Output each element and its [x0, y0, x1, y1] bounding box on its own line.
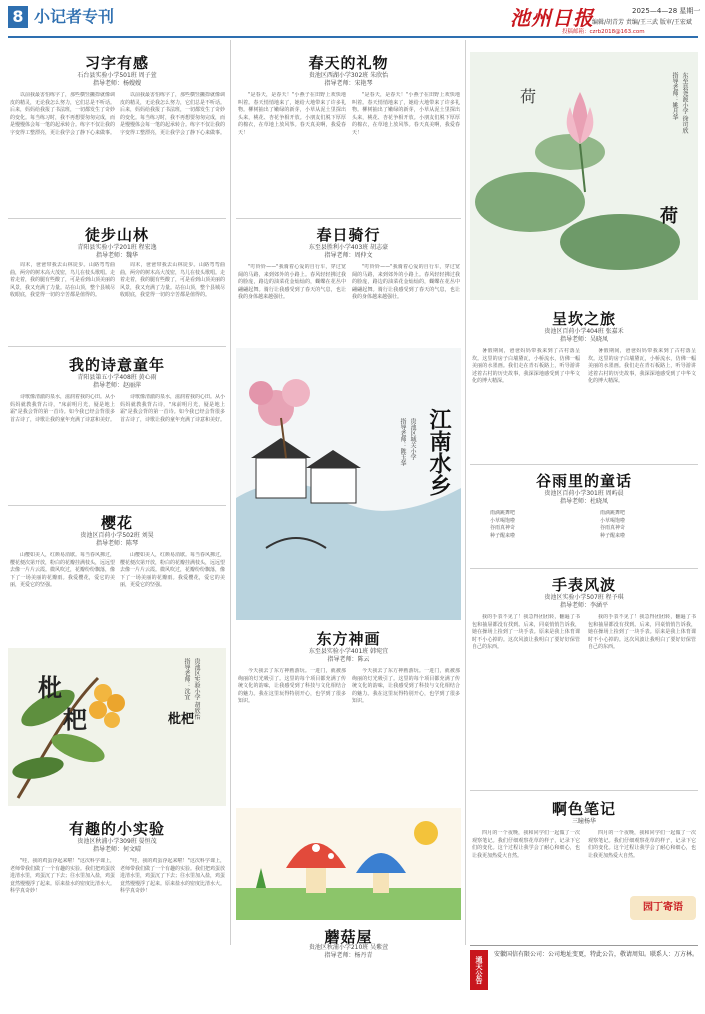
article-body: 诗歌像清澈的泉水，滋润着我的心田。从小妈妈就教我背古诗，"床前明月光，疑是地上霜"是我会背的第一首诗。如今我已经会背很多首古诗了，诗歌让我的童年充满了诗意和美好。: [10, 394, 115, 423]
column-divider: [230, 40, 231, 945]
masthead-logo: 池州日报: [510, 6, 594, 30]
article-title: 谷雨里的童话: [535, 472, 632, 490]
article-body: 以前我最害怕练字了，那些横竖撇捺就像调皮的精灵，无论我怎么努力，它们总是不听话。后来，妈妈给我报了书法班，一切都发生了奇妙的变化。每当练习时，我不再想要匆匆完成，而是慢慢体会每一笔的起承转合。练字不仅让我的字变得工整漂亮，更让我学会了静下心来做事。: [10, 92, 115, 136]
poem-body: 雨滴跳舞吧 小草喝饱啦 谷雨真神奇 种子醒来啦: [490, 510, 516, 539]
article-title: 呈坎之旅: [551, 310, 616, 328]
page-header: [0, 0, 705, 40]
column-divider: [465, 40, 466, 945]
article-teacher: 指导老师：吴晓凤: [559, 336, 608, 343]
article-body: 四月的一个夜晚，我和同学们一起做了一次观察笔记。我们仔细观察花草的样子，记录下它们的变化。这个过程让我学会了耐心和细心，也让我更加热爱大自然。: [588, 830, 696, 859]
article-title: 春日骑行: [316, 226, 381, 244]
artwork-teacher: 指导老师：沈宜: [183, 658, 190, 700]
article-body: "哇，我的鸡蛋浮起来啦！"这次科学课上，老师带我们做了一个有趣的实验。我们把鸡蛋放进清水里，鸡蛋沉了下去；往水里加入盐，鸡蛋竟然慢慢浮了起来。原来盐水的密度比清水大。科学真奇妙！: [120, 858, 225, 894]
poem-body: 雨滴跳舞吧 小草喝饱啦 谷雨真神奇 种子醒来啦: [600, 510, 626, 539]
article-divider: [236, 218, 461, 219]
article-byline: 石台县实验小学501班 周子萱: [77, 72, 157, 79]
article-teacher: 指导老师：何文晴: [92, 846, 141, 853]
footer-rule: [470, 945, 698, 946]
article-title: 我的诗意童年: [68, 356, 165, 374]
article-body: "叮铃铃——"我骑着心爱的自行车，穿过宽阔的马路，来到郊外的小路上。春风轻轻拂过我的脸庞，路边的油菜花金灿灿的，蝴蝶在花丛中翩翩起舞。骑行让我感受到了春天的气息，也让我的身体越来越强壮。: [238, 264, 346, 300]
article-byline: 青阳县第五小学408班 黄心雨: [77, 374, 157, 381]
article-title: 有趣的小实验: [68, 820, 165, 838]
article-byline: 贵池区西湖小学302班 朱欣怡: [308, 72, 389, 79]
article-teacher: 指导老师：杨丹青: [324, 952, 373, 959]
article-body: 今天我去了东方神画游玩。一进门，就被那绚丽的灯光吸引了。这里的每个项目都充满了传统文化的韵味，让我感受到了科技与文化相结合的魅力。我在这里玩得特别开心，也学到了很多知识。: [238, 668, 346, 704]
article-body: "是春天，是春天！"小燕子在田野上欢快地叫着。春天悄悄地来了，她给大地带来了许多礼物。柳树抽出了嫩绿的新芽，小草从泥土里探出头来，桃花、杏花争相开放。小朋友们脱下厚厚的棉衣，在草地上放风筝。春天真美啊，我爱春天！: [238, 92, 346, 136]
article-teacher: 指导老师：周仲文: [324, 252, 373, 259]
article-title: 手表风波: [551, 576, 616, 594]
lotus-drawing: [470, 52, 698, 300]
article-body: 暑假期间，爸爸妈妈带我来到了古村落呈坎。这里的房子白墙黛瓦，小桥流水，仿佛一幅美丽的水墨画。我们走在青石板路上，听导游讲述着古村的历史故事，我深深地感受到了中华文化的博大精深。: [472, 348, 580, 384]
notice-text: 安徽国信有限公司：公司地址变更，特此公告，敬请周知。联系人：万方林。: [494, 951, 699, 958]
article-divider: [470, 790, 698, 791]
editors-line: 编辑/胡青芳 责编/王三武 版审/王宏斌: [592, 19, 692, 26]
artwork-byline: 贵池区城关小学: [409, 418, 416, 460]
pipa-painting: [8, 648, 226, 806]
mushroom-house-painting: [236, 808, 461, 920]
article-title: 春天的礼物: [308, 54, 389, 72]
article-title: 樱花: [100, 514, 133, 532]
article-byline: 贵池区实验小学507班 程予琪: [544, 594, 624, 601]
artwork-byline: 贵池区实验小学 胡欣怡: [193, 658, 200, 720]
artwork-teacher: 指导老师：陈玉华: [399, 418, 406, 466]
article-byline: 青阳县实验小学201班 程宏逸: [77, 244, 157, 251]
contact-email: 投稿邮箱：czrb2018@163.com: [562, 29, 645, 35]
article-body: 山樱如美人，红颜易消歇。每当春风拂过，樱花便次第开放，粉白的花瓣挂满枝头，远远望去像一片片云霞。微风吹过，花瓣纷纷飘落，像下了一场美丽的花瓣雨。我爱樱花，爱它的美丽，更爱它的坚强。: [120, 552, 225, 588]
issue-date: 2025—4—28 星期一: [632, 7, 701, 15]
article-teacher: 指导老师：魏华: [95, 252, 138, 259]
article-body: 诗歌像清澈的泉水，滋润着我的心田。从小妈妈就教我背古诗，"床前明月光，疑是地上霜"是我会背的第一首诗。如今我已经会背很多首古诗了，诗歌让我的童年充满了诗意和美好。: [120, 394, 225, 423]
svg-text:杷: 杷: [63, 705, 87, 734]
article-body: 山樱如美人，红颜易消歇。每当春风拂过，樱花便次第开放，粉白的花瓣挂满枝头，远远望去像一片片云霞。微风吹过，花瓣纷纷飘落，像下了一场美丽的花瓣雨。我爱樱花，爱它的美丽，更爱它的坚强。: [10, 552, 115, 588]
article-title: 徒步山林: [84, 226, 149, 244]
svg-text:枇: 枇: [38, 673, 62, 702]
section-title: 小记者专刊: [34, 7, 115, 26]
article-body: 暑假期间，爸爸妈妈带我来到了古村落呈坎。这里的房子白墙黛瓦，小桥流水，仿佛一幅美丽的水墨画。我们走在青石板路上，听导游讲述着古村的历史故事，我深深地感受到了中华文化的博大精深。: [588, 348, 696, 384]
notice-label: 通天公告: [470, 950, 488, 990]
article-divider: [8, 218, 226, 219]
article-teacher: 指导老师：李涵平: [559, 602, 608, 609]
article-body: "哇，我的鸡蛋浮起来啦！"这次科学课上，老师带我们做了一个有趣的实验。我们把鸡蛋放进清水里，鸡蛋沉了下去；往水里加入盐，鸡蛋竟然慢慢浮了起来。原来盐水的密度比清水大。科学真奇妙！: [10, 858, 115, 894]
article-byline: 贵池区秋浦小学210班 吴紫萱: [308, 944, 389, 951]
page-number: 8: [8, 6, 28, 28]
article-byline: 贵池区秋浦小学309班 晏恒茂: [77, 838, 157, 845]
article-body: 我的手表不见了！我急得团团转，翻遍了书包和抽屉都没有找到。后来，同桌悄悄告诉我，她在操场上捡到了一块手表。原来是我上体育课时不小心掉的。这次风波让我明白了要好好保管自己的东西。: [472, 614, 580, 650]
article-divider: [470, 568, 698, 569]
article-teacher: 指导老师：宋艳琴: [324, 80, 373, 87]
article-byline: 东至县胜利小学403班 胡志豪: [308, 244, 389, 251]
artwork-title: 荷: [660, 206, 678, 227]
article-title: 东方神画: [316, 630, 381, 648]
article-body: 我的手表不见了！我急得团团转，翻遍了书包和抽屉都没有找到。后来，同桌悄悄告诉我，她在操场上捡到了一块手表。原来是我上体育课时不小心掉的。这次风波让我明白了要好好保管自己的东西。: [588, 614, 696, 650]
article-divider: [470, 464, 698, 465]
article-byline: 贵池区百荷小学301班 周屿晨: [544, 490, 624, 497]
svg-text:荷: 荷: [520, 87, 537, 106]
header-rule: [8, 36, 698, 38]
article-body: "是春天，是春天！"小燕子在田野上欢快地叫着。春天悄悄地来了，她给大地带来了许多礼物。柳树抽出了嫩绿的新芽，小草从泥土里探出头来，桃花、杏花争相开放。小朋友们脱下厚厚的棉衣，在草地上放风筝。春天真美啊，我爱春天！: [352, 92, 460, 136]
article-divider: [8, 346, 226, 347]
artwork-title: 江南水乡: [426, 408, 452, 496]
article-byline: 贵池区百荷小学404班 张嘉禾: [544, 328, 624, 335]
article-divider: [8, 505, 226, 506]
article-teacher: 指导老师：陈云: [327, 656, 370, 663]
article-teacher: 指导老师：陈琴: [95, 540, 138, 547]
article-body: 周末，爸爸带我去山林徒步。山路弯弯曲曲，两旁的树木高大茂密，鸟儿在枝头歌唱。走着走着，我的腿有些酸了，可是看到山顶美丽的风景，我又充满了力量。站在山顶，整个县城尽收眼底，我觉得一切的辛苦都是值得的。: [120, 262, 225, 298]
article-byline: 贵池区百荷小学502班 刘昊: [80, 532, 154, 539]
article-teacher: 指导老师：赵丽萍: [92, 382, 141, 389]
article-body: 四月的一个夜晚，我和同学们一起做了一次观察笔记。我们仔细观察花草的样子，记录下它们的变化。这个过程让我学会了耐心和细心，也让我更加热爱大自然。: [472, 830, 580, 859]
article-body: 今天我去了东方神画游玩。一进门，就被那绚丽的灯光吸引了。这里的每个项目都充满了传统文化的韵味，让我感受到了科技与文化相结合的魅力。我在这里玩得特别开心，也学到了很多知识。: [352, 668, 460, 704]
article-teacher: 指导老师：杜晓凤: [559, 498, 608, 505]
lotus-painting: [470, 52, 698, 300]
article-teacher: 指导老师：杨嫂嫂: [92, 80, 141, 87]
artwork-byline: 东至县尧渡小学 徐可欣: [681, 72, 688, 134]
mushroom-drawing: [236, 808, 461, 920]
article-body: "叮铃铃——"我骑着心爱的自行车，穿过宽阔的马路，来到郊外的小路上。春风轻轻拂过我的脸庞，路边的油菜花金灿灿的，蝴蝶在花丛中翩翩起舞。骑行让我感受到了春天的气息，也让我的身体越来越强壮。: [352, 264, 460, 300]
artwork-teacher: 指导老师：姚月华: [671, 72, 678, 120]
jiangnan-painting: [236, 348, 461, 620]
column-logo: 园丁寄语: [630, 896, 696, 920]
article-byline: 东至县实验小学401班 韩宛宜: [308, 648, 389, 655]
article-body: 周末，爸爸带我去山林徒步。山路弯弯曲曲，两旁的树木高大茂密，鸟儿在枝头歌唱。走着走着，我的腿有些酸了，可是看到山顶美丽的风景，我又充满了力量。站在山顶，整个县城尽收眼底，我觉得一切的辛苦都是值得的。: [10, 262, 115, 298]
article-title: 习字有感: [84, 54, 149, 72]
article-title: 啊色笔记: [551, 800, 616, 818]
article-title: 蘑菇屋: [324, 928, 373, 946]
article-body: 以前我最害怕练字了，那些横竖撇捺就像调皮的精灵，无论我怎么努力，它们总是不听话。后来，妈妈给我报了书法班，一切都发生了奇妙的变化。每当练习时，我不再想要匆匆完成，而是慢慢体会每一笔的起承转合。练字不仅让我的字变得工整漂亮，更让我学会了静下心来做事。: [120, 92, 225, 136]
article-byline: 三瞳杨华: [571, 818, 596, 825]
artwork-title: 枇杷: [168, 712, 195, 727]
